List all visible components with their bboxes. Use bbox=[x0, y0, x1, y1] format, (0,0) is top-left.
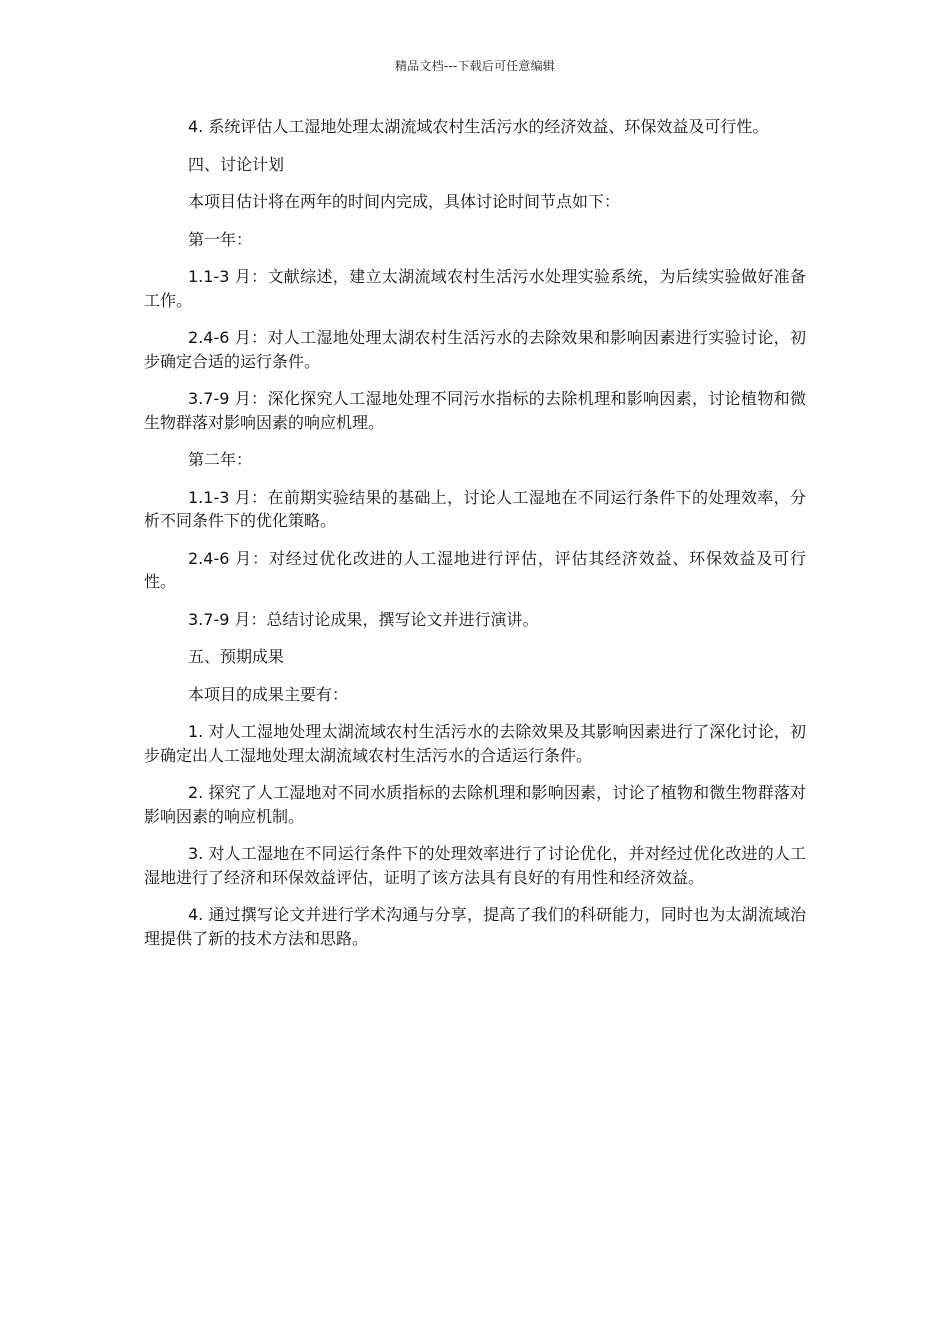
year-one-item-3: 3.7-9 月：深化探究人工湿地处理不同污水指标的去除机理和影响因素，讨论植物和微生物群落对影响因素的响应机理。 bbox=[144, 389, 806, 432]
year-two-item-3: 3.7-9 月：总结讨论成果，撰写论文并进行演讲。 bbox=[188, 609, 539, 629]
page-header: 精品文档---下载后可任意编辑 bbox=[395, 59, 555, 73]
plan-intro: 本项目估计将在两年的时间内完成，具体讨论时间节点如下： bbox=[188, 192, 621, 211]
document-body bbox=[144, 115, 806, 964]
year-one-heading: 第一年： bbox=[188, 229, 253, 249]
result-item-3: 3. 对人工湿地在不同运行条件下的处理效率进行了讨论优化，并对经过优化改进的人工湿地进行了经济和环保效益评估，证明了该方法具有良好的有用性和经济效益。 bbox=[144, 844, 806, 887]
year-one-item-1: 1.1-3 月：文献综述，建立太湖流域农村生活污水处理实验系统，为后续实验做好准备工作。 bbox=[144, 267, 806, 310]
year-one-item-2: 2.4-6 月：对人工湿地处理太湖农村生活污水的去除效果和影响因素进行实验讨论，初步确定合适的运行条件。 bbox=[144, 328, 806, 371]
section-heading-research-plan: 四、讨论计划 bbox=[188, 154, 285, 174]
year-two-heading: 第二年： bbox=[188, 450, 253, 469]
results-intro: 本项目的成果主要有： bbox=[188, 684, 349, 704]
result-item-2: 2. 探究了人工湿地对不同水质指标的去除机理和影响因素，讨论了植物和微生物群落对影响因素的响应机制。 bbox=[144, 783, 806, 826]
section-heading-expected-results: 五、预期成果 bbox=[188, 647, 285, 666]
result-item-4: 4. 通过撰写论文并进行学术沟通与分享，提高了我们的科研能力，同时也为太湖流域治理提供了新的技术方法和思路。 bbox=[144, 905, 806, 948]
year-two-item-2: 2.4-6 月：对经过优化改进的人工湿地进行评估，评估其经济效益、环保效益及可行性。 bbox=[144, 548, 806, 591]
year-two-item-1: 1.1-3 月：在前期实验结果的基础上，讨论人工湿地在不同运行条件下的处理效率，分析不同条件下的优化策略。 bbox=[144, 487, 806, 530]
result-item-1: 1. 对人工湿地处理太湖流域农村生活污水的去除效果及其影响因素进行了深化讨论，初步确定出人工湿地处理太湖流域农村生活污水的合适运行条件。 bbox=[144, 722, 806, 765]
list-item-evaluation: 4. 系统评估人工湿地处理太湖流域农村生活污水的经济效益、环保效益及可行性。 bbox=[188, 117, 769, 136]
